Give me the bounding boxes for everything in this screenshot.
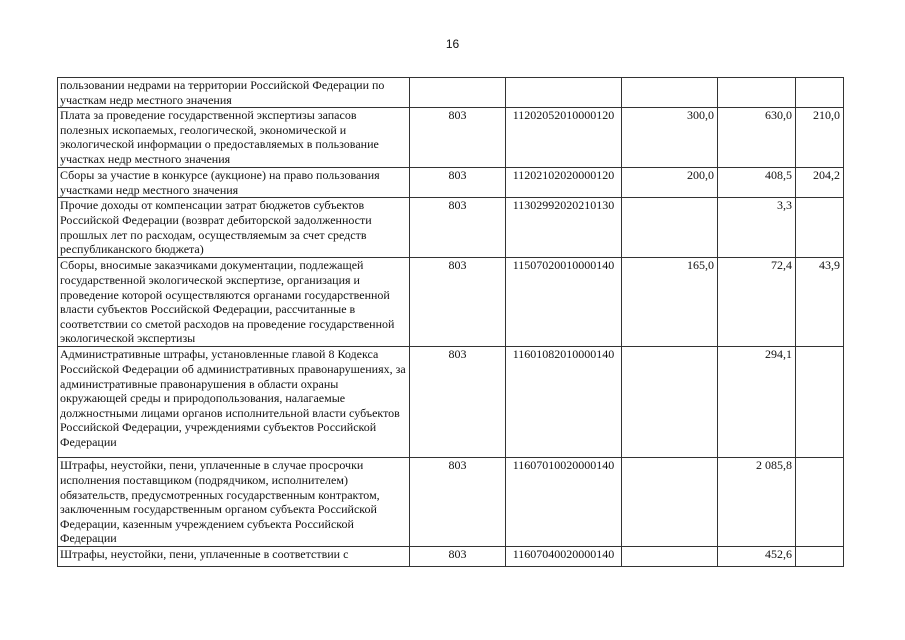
plan-value [622,347,718,458]
admin-code [410,78,506,108]
budget-classification-code: 11607040020000140 [506,547,622,567]
table-row [58,198,844,258]
percent-value: 210,0 [796,108,844,168]
budget-classification-code: 11302992020210130 [506,198,622,258]
income-description: Прочие доходы от компенсации затрат бюджетов субъектов Российской Федерации (возврат дебиторской задолженности прошлых лет по расходам, осуществляемым за счет средств республиканского бюджета) [58,198,410,258]
actual-value: 3,3 [718,198,796,258]
admin-code: 803 [410,458,506,547]
budget-classification-code: 11202052010000120 [506,108,622,168]
table-row [58,258,844,347]
admin-code: 803 [410,198,506,258]
actual-value: 630,0 [718,108,796,168]
table-row [58,168,844,198]
page-number: 16 [445,37,460,51]
percent-value: 204,2 [796,168,844,198]
percent-value [796,547,844,567]
actual-value: 72,4 [718,258,796,347]
actual-value [718,78,796,108]
revenue-table [57,77,844,567]
table-row [58,108,844,168]
admin-code: 803 [410,108,506,168]
actual-value: 408,5 [718,168,796,198]
table-row [58,347,844,458]
plan-value: 300,0 [622,108,718,168]
budget-classification-code: 11202102020000120 [506,168,622,198]
percent-value [796,347,844,458]
admin-code: 803 [410,258,506,347]
actual-value: 2 085,8 [718,458,796,547]
income-description: пользовании недрами на территории Российской Федерации по участкам недр местного значения [58,78,410,108]
plan-value: 165,0 [622,258,718,347]
income-description: Штрафы, неустойки, пени, уплаченные в соответствии с [58,547,410,567]
actual-value: 294,1 [718,347,796,458]
plan-value [622,198,718,258]
table-row [58,547,844,567]
plan-value [622,78,718,108]
plan-value [622,547,718,567]
income-description: Сборы, вносимые заказчиками документации, подлежащей государственной экологической экспертизе, организация и проведение которой осуществляются органами государственной власти субъектов Российской Федерации, рассчитанные в соответствии со сметой расходов на проведение государственной экологической экспертизы [58,258,410,347]
income-description: Плата за проведение государственной экспертизы запасов полезных ископаемых, геологической, экономической и экологической информации о предоставляемых в пользование участках недр местного значения [58,108,410,168]
percent-value [796,78,844,108]
admin-code: 803 [410,547,506,567]
income-description: Административные штрафы, установленные главой 8 Кодекса Российской Федерации об административных правонарушениях, за административные правонарушения в области охраны окружающей среды и природопользования, налагаемые должностными лицами органов исполнительной власти субъектов Российской Федерации, учреждениями субъектов Российской Федерации [58,347,410,458]
percent-value [796,198,844,258]
budget-classification-code: 11601082010000140 [506,347,622,458]
admin-code: 803 [410,168,506,198]
percent-value [796,458,844,547]
plan-value [622,458,718,547]
income-description: Штрафы, неустойки, пени, уплаченные в случае просрочки исполнения поставщиком (подрядчиком, исполнителем) обязательств, предусмотренных государственным контрактом, заключенным государственным органом субъекта Российской Федерации, казенным учреждением субъекта Российской Федерации [58,458,410,547]
percent-value: 43,9 [796,258,844,347]
budget-classification-code: 11607010020000140 [506,458,622,547]
table-row [58,78,844,108]
actual-value: 452,6 [718,547,796,567]
income-description: Сборы за участие в конкурсе (аукционе) на право пользования участками недр местного значения [58,168,410,198]
table-row [58,458,844,547]
admin-code: 803 [410,347,506,458]
budget-classification-code: 11507020010000140 [506,258,622,347]
budget-classification-code [506,78,622,108]
plan-value: 200,0 [622,168,718,198]
